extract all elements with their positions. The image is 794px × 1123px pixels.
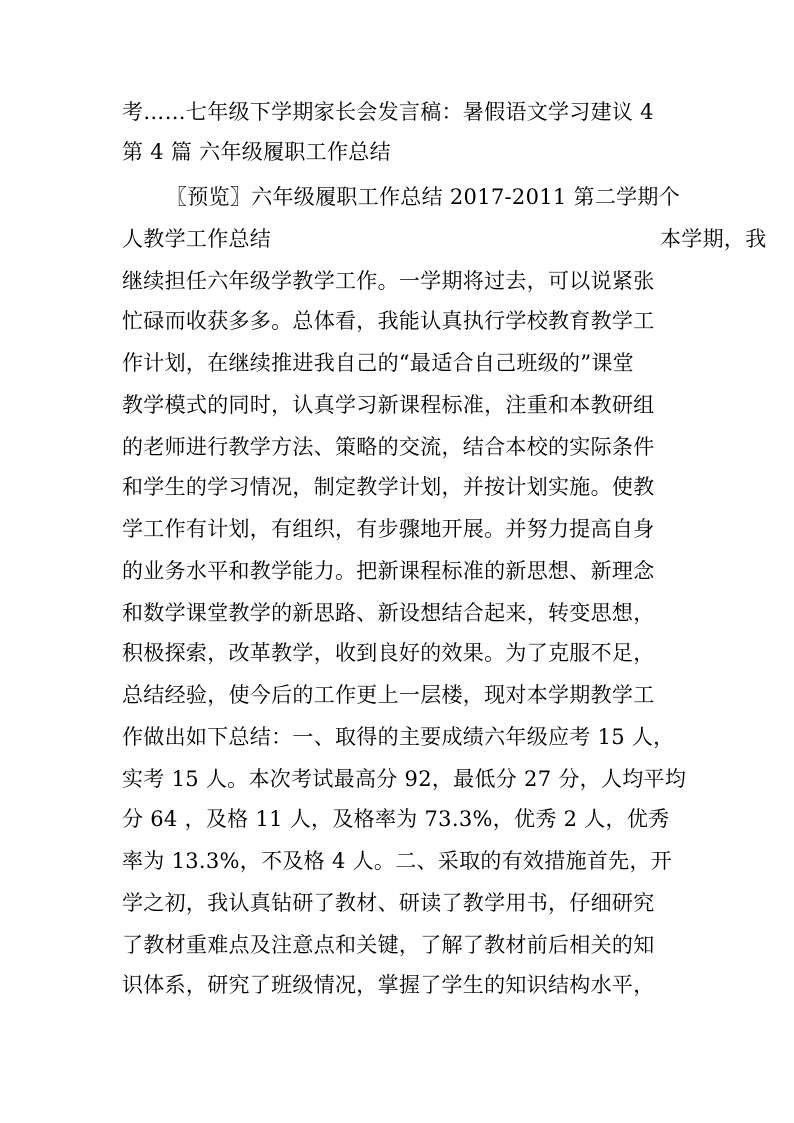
section-heading: 第 4 篇 六年级履职工作总结 (122, 140, 391, 164)
text-line-8: 教学模式的同时，认真学习新课程标准，注重和本教研组 (122, 393, 655, 417)
text-line-20: 学之初，我认真钻研了教材、研读了教学用书，仔细研究 (122, 891, 655, 915)
text-line-17: 实考 15 人。本次考试最高分 92，最低分 27 分，人均平均 (122, 767, 687, 791)
text-line-10: 和学生的学习情况，制定教学计划，并按计划实施。使教 (122, 475, 655, 499)
text-line-1: 考……七年级下学期家长会发言稿：暑假语文学习建议 4 (122, 100, 654, 124)
text-line-4 (122, 224, 767, 254)
text-line-22: 识体系，研究了班级情况，掌握了学生的知识结构水平， (122, 973, 655, 997)
text-line-11: 学工作有计划，有组织，有步骤地开展。并努力提高自身 (122, 517, 655, 541)
text-line-9: 的老师进行教学方法、策略的交流，结合本校的实际条件 (122, 435, 655, 459)
text-line-15: 总结经验，使今后的工作更上一层楼，现对本学期教学工 (122, 683, 655, 707)
text-line-5: 继续担任六年级学教学工作。一学期将过去，可以说紧张 (122, 269, 655, 293)
text-line-13: 和数学课堂教学的新思路、新设想结合起来，转变思想， (122, 601, 655, 625)
text-line-19: 率为 13.3%，不及格 4 人。二、采取的有效措施首先，开 (122, 849, 673, 873)
text-line-16: 作做出如下总结：一、取得的主要成绩六年级应考 15 人， (122, 725, 675, 749)
text-line-18: 分 64 ，及格 11 人，及格率为 73.3%，优秀 2 人，优秀 (122, 807, 670, 831)
text-line-6: 忙碌而收获多多。总体看，我能认真执行学校教育教学工 (122, 309, 655, 333)
text-line-14: 积极探索，改革教学，收到良好的效果。为了克服不足， (122, 641, 655, 665)
text-line-21: 了教材重难点及注意点和关键，了解了教材前后相关的知 (122, 933, 655, 957)
text-line-12: 的业务水平和教学能力。把新课程标准的新思想、新理念 (122, 559, 655, 583)
text-line-4-left: 人教学工作总结 (122, 227, 272, 251)
text-line-7: 作计划，在继续推进我自己的“最适合自己班级的”课堂 (122, 351, 634, 375)
text-line-preview: 〖预览〗六年级履职工作总结 2017-2011 第二学期个 (166, 185, 681, 209)
text-line-4-right: 本学期，我 (660, 227, 767, 251)
